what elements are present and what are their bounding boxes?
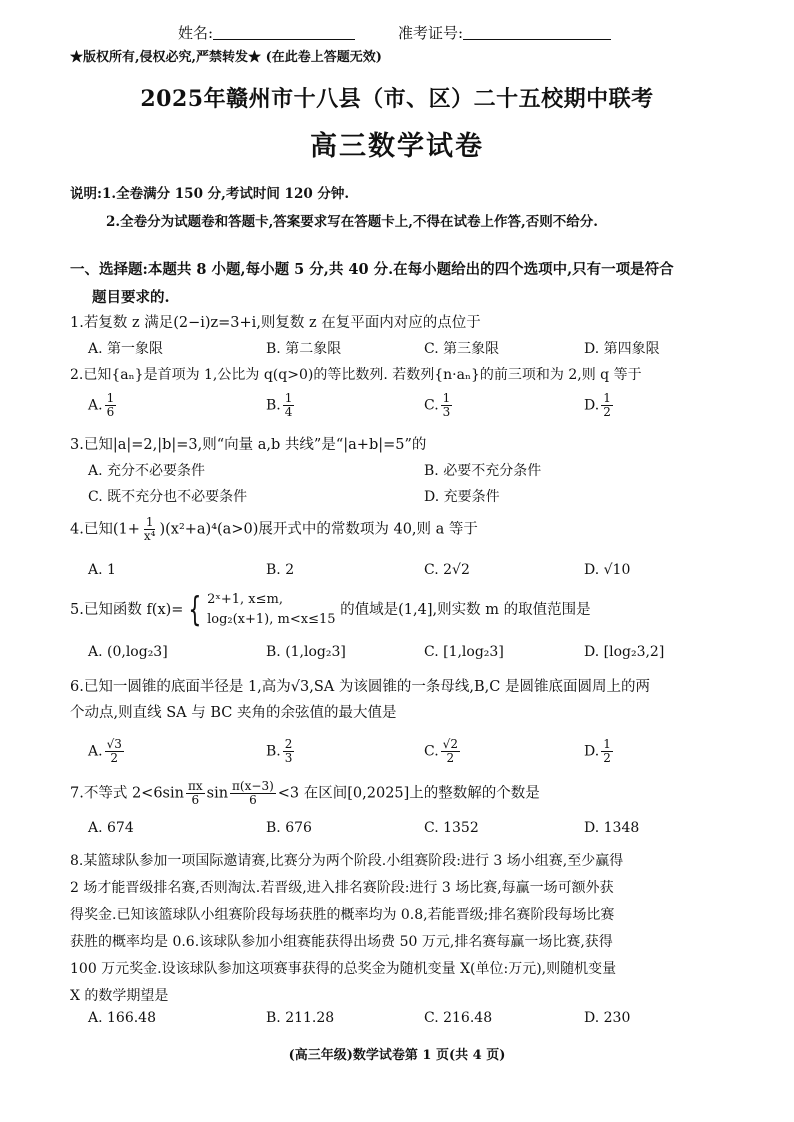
q6-d-label: D. — [584, 743, 600, 760]
q5-option-b: B. (1,log₂3] — [266, 644, 346, 660]
q2-d-den: 2 — [603, 405, 611, 419]
question-5 — [70, 590, 735, 630]
section-heading-line2: 题目要求的. — [92, 289, 170, 306]
q8-option-d: D. 230 — [584, 1010, 631, 1026]
q8-line4: 获胜的概率均是 0.6.该球队参加小组赛能获得出场费 50 万元,排名赛每赢一场比赛,获得 — [70, 934, 613, 950]
q8-line2: 2 场才能晋级排名赛,否则淘汰.若晋级,进入排名赛阶段:进行 3 场比赛,每赢一场可额外获 — [70, 880, 614, 896]
q8-option-b: B. 211.28 — [266, 1010, 335, 1026]
q4-option-a: A. 1 — [88, 562, 116, 578]
q2-c-fraction — [441, 392, 453, 419]
q2-c-num: 1 — [442, 391, 451, 405]
q4-option-c: C. 2√2 — [424, 562, 470, 578]
q8-line3: 得奖金.已知该篮球队小组赛阶段每场获胜的概率均为 0.8,若能晋级;排名赛阶段每场比赛 — [70, 907, 615, 923]
q5-piece1: 2ˣ+1, x≤m, — [207, 592, 283, 607]
section-heading — [70, 256, 730, 312]
q3-option-c: C. 既不充分也不必要条件 — [88, 489, 248, 505]
page-footer: (高三年级)数学试卷第 1 页(共 4 页) — [288, 1048, 506, 1063]
question-8 — [70, 848, 735, 1010]
q2-option-d — [584, 392, 615, 419]
q2-d-num: 1 — [603, 391, 611, 405]
question-2: 2.已知{aₙ}是首项为 1,公比为 q(q>0)的等比数列. 若数列{n·aₙ}的前三项和为 2,则 q 等于 — [70, 367, 642, 383]
q1-option-c: C. 第三象限 — [424, 341, 500, 357]
q4-post: )(x²+a)⁴(a>0)展开式中的常数项为 40,则 a 等于 — [159, 521, 478, 538]
q6-line2: 个动点,则直线 SA 与 BC 夹角的余弦值的最大值是 — [70, 705, 397, 721]
q5-pre: 5.已知函数 f(x)= — [70, 602, 184, 618]
name-blank — [213, 25, 355, 40]
question-3: 3.已知|a|=2,|b|=3,则“向量 a,b 共线”是“|a+b|=5”的 — [70, 437, 427, 453]
q2-d-fraction — [601, 392, 613, 419]
q3-option-d: D. 充要条件 — [424, 489, 500, 505]
q6-d-fraction — [601, 738, 613, 765]
q6-a-den: 2 — [110, 751, 119, 765]
q5-brace: { — [188, 590, 202, 630]
q6-b-fraction — [283, 738, 295, 765]
q6-option-a — [88, 738, 126, 765]
q6-option-c — [424, 738, 462, 765]
q6-d-den: 2 — [603, 751, 611, 765]
instructions-label: 说明: — [70, 186, 102, 202]
q6-b-label: B. — [266, 743, 281, 760]
q4-option-d: D. √10 — [584, 562, 631, 578]
q7-f1-num: πx — [187, 779, 203, 793]
q2-option-b — [266, 392, 296, 419]
q7-fraction-1 — [186, 780, 205, 807]
q6-c-label: C. — [424, 743, 439, 760]
name-label: 姓名: — [178, 24, 214, 42]
q2-b-label: B. — [266, 397, 281, 414]
q8-line5: 100 万元奖金.设该球队参加这项赛事获得的总奖金为随机变量 X(单位:万元),则随机变量 — [70, 961, 617, 977]
q4-option-b: B. 2 — [266, 562, 295, 578]
q2-c-den: 3 — [442, 405, 451, 419]
q2-d-label: D. — [584, 397, 600, 414]
q7-fraction-2 — [230, 780, 276, 807]
q6-a-label: A. — [88, 743, 103, 760]
q5-option-d: D. [log₂3,2] — [584, 644, 665, 660]
q1-option-b: B. 第二象限 — [266, 341, 342, 357]
q6-option-b — [266, 738, 296, 765]
q4-fraction — [142, 516, 158, 543]
q8-line6: X 的数学期望是 — [70, 988, 169, 1004]
q2-b-fraction — [283, 392, 295, 419]
q7-option-d: D. 1348 — [584, 820, 640, 836]
question-1: 1.若复数 z 满足(2−i)z=3+i,则复数 z 在复平面内对应的点位于 — [70, 315, 481, 331]
q7-pre: 7.不等式 2<6sin — [70, 785, 184, 802]
q7-f1-den: 6 — [191, 793, 200, 807]
q8-option-c: C. 216.48 — [424, 1010, 493, 1026]
q2-c-label: C. — [424, 397, 439, 414]
q6-a-num: √3 — [106, 737, 122, 751]
q6-b-num: 2 — [284, 737, 293, 751]
q3-option-a: A. 充分不必要条件 — [88, 463, 206, 479]
q5-piecewise — [183, 590, 335, 630]
q1-option-d: D. 第四象限 — [584, 341, 660, 357]
copyright-notice: ★版权所有,侵权必究,严禁转发★ (在此卷上答题无效) — [70, 50, 382, 65]
exam-id-field — [398, 22, 611, 43]
q4-num: 1 — [145, 515, 154, 529]
q7-option-a: A. 674 — [88, 820, 134, 836]
exam-id-blank — [463, 25, 611, 40]
name-field — [178, 22, 355, 43]
q2-b-num: 1 — [284, 391, 293, 405]
q5-option-c: C. [1,log₂3] — [424, 644, 504, 660]
q8-line1: 8.某篮球队参加一项国际邀请赛,比赛分为两个阶段.小组赛阶段:进行 3 场小组赛,至少赢得 — [70, 853, 624, 869]
q6-c-fraction — [441, 738, 460, 765]
q6-a-fraction — [105, 738, 124, 765]
q8-option-a: A. 166.48 — [88, 1010, 156, 1026]
q2-option-c — [424, 392, 454, 419]
q7-option-b: B. 676 — [266, 820, 312, 836]
q4-pre: 4.已知(1+ — [70, 521, 140, 538]
q2-a-den: 6 — [106, 405, 115, 419]
q1-option-a: A. 第一象限 — [88, 341, 164, 357]
q2-a-num: 1 — [106, 391, 115, 405]
q2-a-label: A. — [88, 397, 103, 414]
question-7 — [70, 780, 735, 807]
q6-option-d — [584, 738, 615, 765]
q5-piece2: log₂(x+1), m<x≤15 — [207, 612, 336, 627]
exam-title: 2025年赣州市十八县（市、区）二十五校期中联考 — [140, 86, 654, 112]
q6-b-den: 3 — [284, 751, 293, 765]
section-heading-line1: 一、选择题:本题共 8 小题,每小题 5 分,共 40 分.在每小题给出的四个选项中,只有一项是符合 — [70, 261, 674, 278]
q2-a-fraction — [105, 392, 117, 419]
paper-title: 高三数学试卷 — [310, 131, 484, 162]
q7-post: <3 在区间[0,2025]上的整数解的个数是 — [277, 785, 540, 802]
exam-id-label: 准考证号: — [398, 24, 464, 42]
q3-option-b: B. 必要不充分条件 — [424, 463, 542, 479]
q6-c-num: √2 — [442, 737, 458, 751]
question-6 — [70, 674, 735, 726]
q7-f2-den: 6 — [249, 793, 257, 807]
q7-mid: sin — [206, 785, 229, 802]
q7-f2-num: π(x−3) — [232, 779, 274, 793]
instruction-2: 2.全卷分为试题卷和答题卡,答案要求写在答题卡上,不得在试卷上作答,否则不给分. — [106, 214, 598, 230]
question-4 — [70, 516, 735, 543]
q2-b-den: 4 — [284, 405, 293, 419]
q5-post: 的值域是(1,4],则实数 m 的取值范围是 — [340, 602, 591, 618]
q6-d-num: 1 — [603, 737, 611, 751]
q6-c-den: 2 — [446, 751, 455, 765]
q7-option-c: C. 1352 — [424, 820, 479, 836]
q2-option-a — [88, 392, 118, 419]
instructions — [70, 180, 598, 236]
q5-option-a: A. (0,log₂3] — [88, 644, 168, 660]
instruction-1: 1.全卷满分 150 分,考试时间 120 分钟. — [101, 186, 350, 202]
q4-den: x⁴ — [143, 529, 156, 543]
q6-line1: 6.已知一圆锥的底面半径是 1,高为√3,SA 为该圆锥的一条母线,B,C 是圆锥底面圆周上的两 — [70, 679, 650, 695]
